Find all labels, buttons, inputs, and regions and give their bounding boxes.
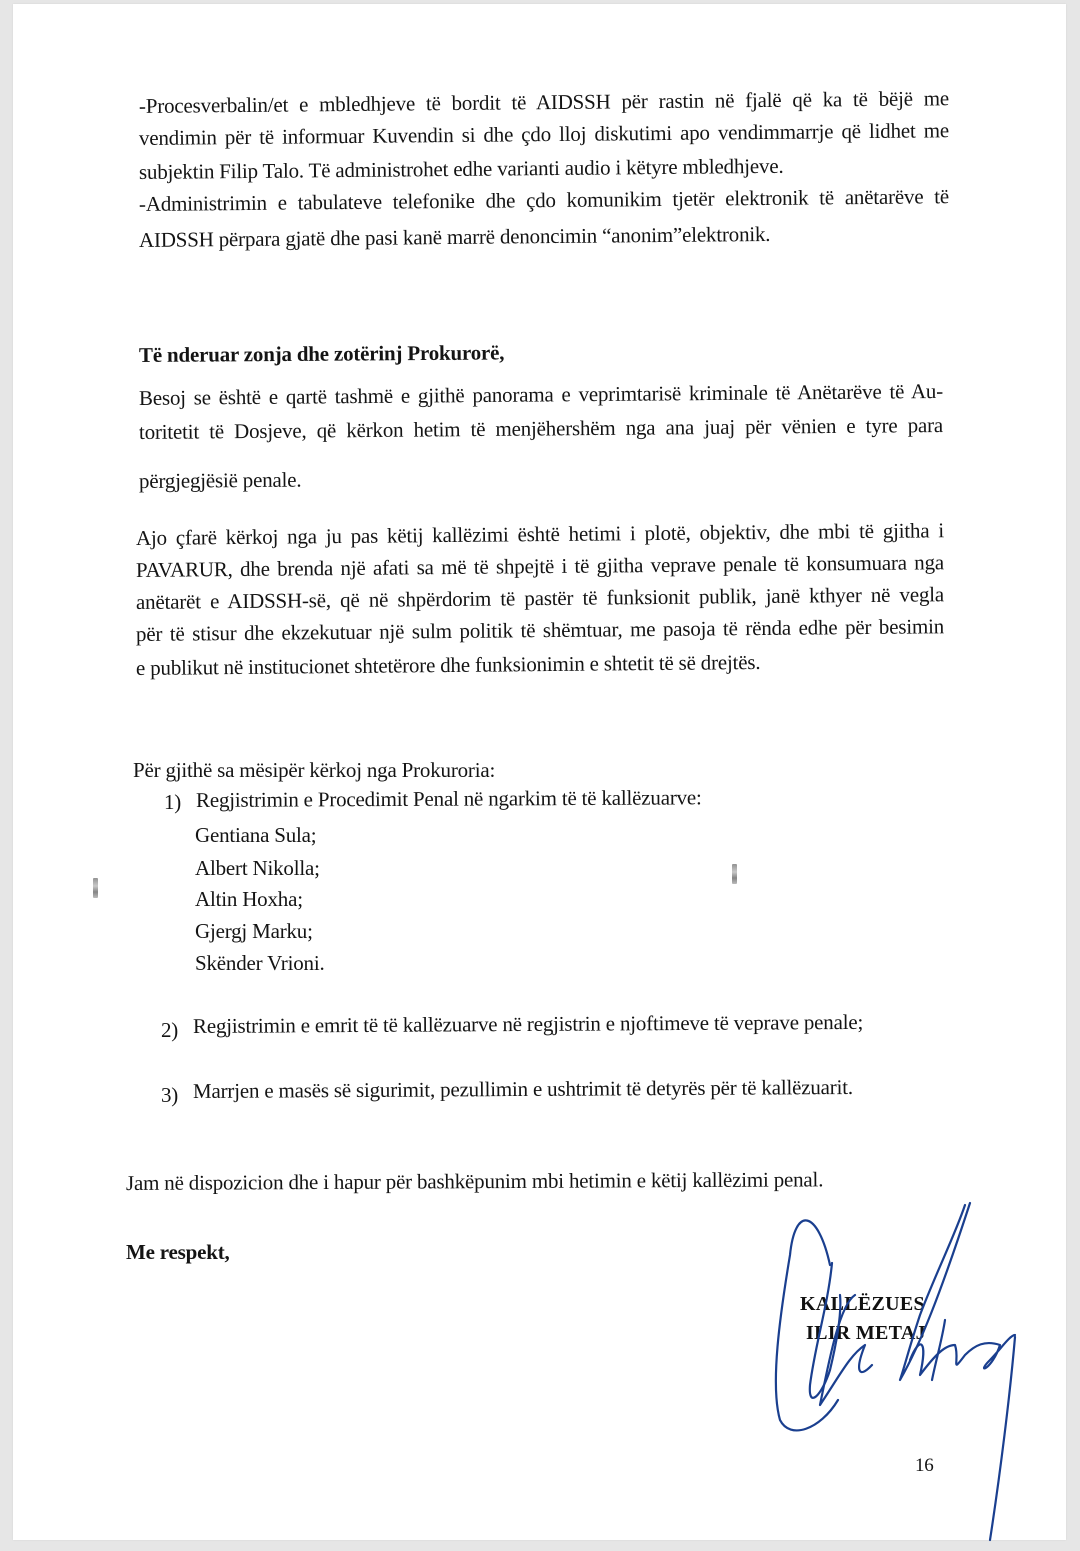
paragraph-3-line-4: për të stisur dhe ekzekutuar një sulm politik të shëmtuar, me pasoja të rënda edhe për besimin — [135, 614, 945, 646]
paragraph-2-line-1: Besoj se është e qartë tashmë e gjithë panorama e veprimtarisë kriminale të Anëtarëve të Au- — [138, 378, 944, 410]
salutation: Të nderuar zonja dhe zotërinj Prokurorë, — [138, 340, 505, 367]
accused-name-5: Skënder Vrioni. — [195, 951, 325, 975]
request-2-text: Regjistrimin e emrit të të kallëzuarve në regjistrin e njoftimeve të veprave penale; — [192, 1009, 864, 1038]
signature — [760, 1195, 1050, 1545]
signature-stroke-tail — [910, 1335, 1015, 1375]
paragraph-1-line-4: -Administrimin e tabulateve telefonike dhe çdo komunikim tjetër elektronik të anëtarëve të — [138, 184, 950, 216]
accused-name-4: Gjergj Marku; — [195, 919, 313, 943]
signatory-role: KALLËZUES — [800, 1293, 925, 1315]
signature-stroke-tall — [900, 1203, 970, 1380]
scan-mark-left — [93, 878, 98, 898]
paragraph-3-line-2: PAVARUR, dhe brenda një afati sa më të shpejtë i të gjitha veprave penale të konsumuara nga — [135, 550, 945, 582]
paragraph-1-line-3: subjektin Filip Talo. Të administrohet edhe varianti audio i këtyre mbledhjeve. — [138, 153, 784, 184]
closing-statement: Jam në dispozicion dhe i hapur për bashkëpunim mbi hetimin e këtij kallëzimi penal. — [125, 1167, 824, 1195]
requests-intro: Për gjithë sa mësipër kërkoj nga Prokuroria: — [133, 758, 496, 782]
accused-name-3: Altin Hoxha; — [195, 887, 303, 911]
request-1-number: 1) — [164, 790, 182, 814]
request-3-number: 3) — [161, 1083, 179, 1107]
paragraph-3-line-3: anëtarët e AIDSSH-së, që në shpërdorim të pastër të funksionit publik, janë kthyer në vegla — [135, 582, 945, 614]
paragraph-3-line-1: Ajo çfarë kërkoj nga ju pas këtij kallëzimi është hetimi i plotë, objektiv, dhe mbi të gjitha i — [135, 518, 945, 550]
request-1-text: Regjistrimin e Procedimit Penal në ngarkim të të kallëzuarve: — [195, 785, 702, 812]
page-number: 16 — [915, 1455, 934, 1476]
signatory-name: ILIR METAJ — [806, 1322, 926, 1344]
signature-stroke-second — [820, 1295, 872, 1405]
paragraph-2-line-3: përgjegjësië penale. — [138, 467, 302, 493]
paragraph-2-line-2: toritetit të Dosjeve, që kërkon hetim të menjëhershëm nga ana juaj për vënien e tyre para — [138, 412, 944, 444]
accused-name-2: Albert Nikolla; — [195, 856, 320, 880]
request-3-text: Marrjen e masës së sigurimit, pezullimin e ushtrimit të detyrës për të kallëzuarit. — [192, 1074, 853, 1103]
paragraph-1-line-5: AIDSSH përpara gjatë dhe pasi kanë marrë denoncimin “anonim”elektronik. — [138, 221, 771, 252]
request-2-number: 2) — [161, 1018, 179, 1042]
closing-respect: Me respekt, — [126, 1240, 230, 1264]
scan-mark-center — [732, 864, 737, 884]
paragraph-1-line-1: -Procesverbalin/et e mbledhjeve të bordit të AIDSSH për rastin në fjalë që ka të bëjë me — [138, 86, 950, 118]
paragraph-3-line-5: e publikut në institucionet shtetërore dhe funksionimin e shtetit të së drejtës. — [135, 650, 761, 680]
paragraph-1-line-2: vendimin për të informuar Kuvendin si dhe çdo lloj diskutimi apo vendimmarrje që lidhet me — [138, 118, 950, 150]
accused-name-1: Gentiana Sula; — [195, 823, 317, 847]
signature-stroke-descender — [990, 1337, 1015, 1540]
signature-stroke-loop — [776, 1220, 838, 1430]
